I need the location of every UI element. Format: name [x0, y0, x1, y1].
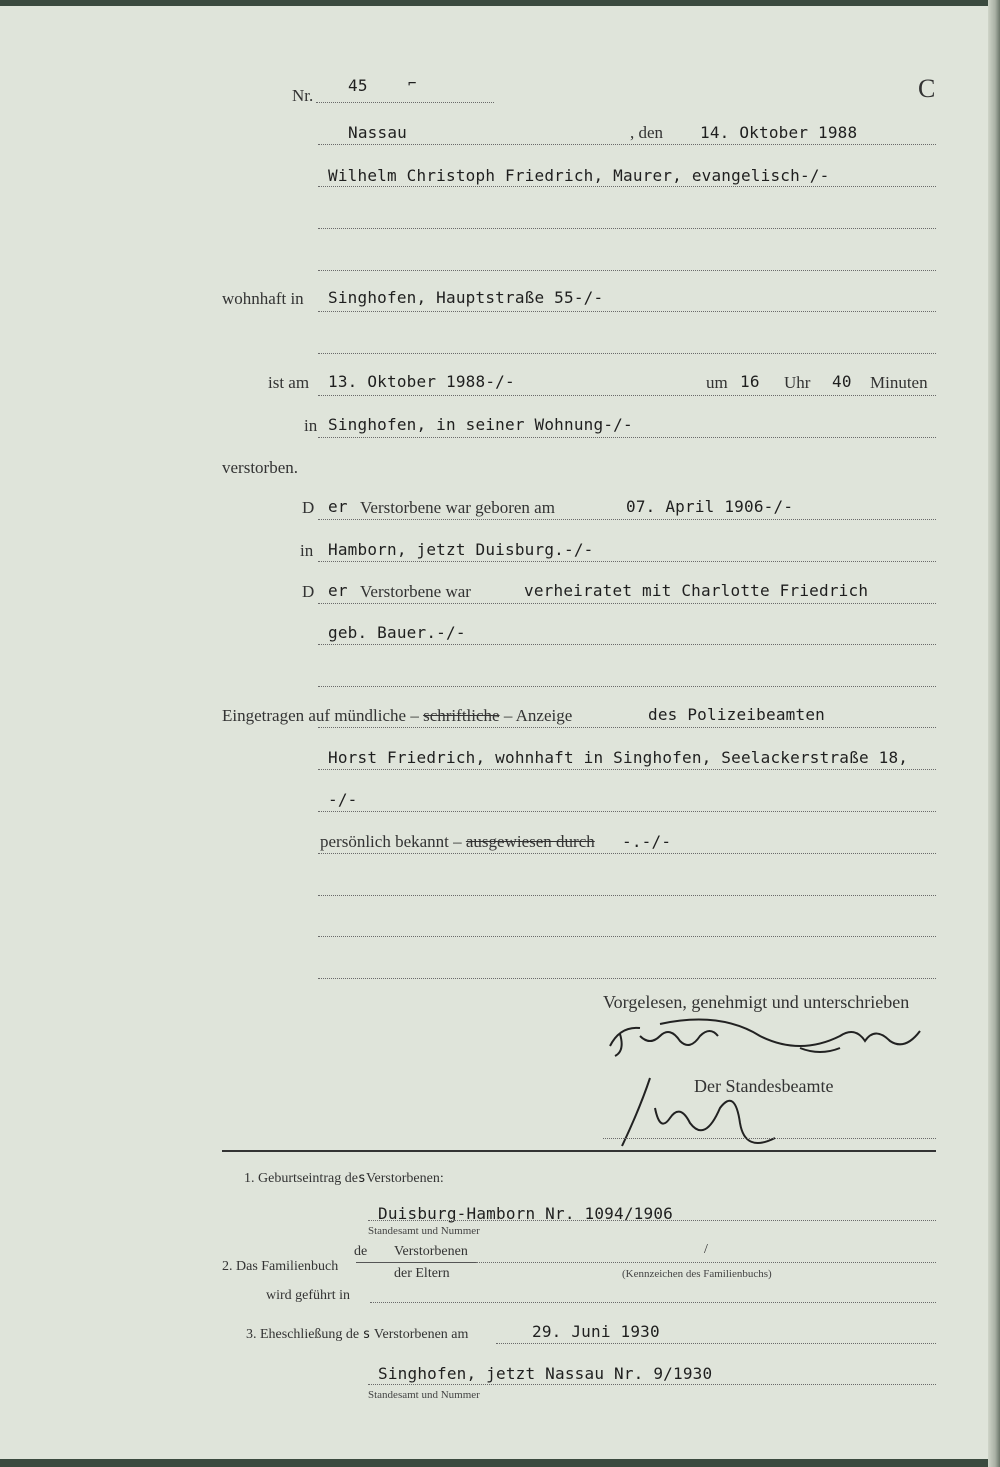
known-struck: ausgewiesen durch [465, 832, 595, 851]
minuten-label: Minuten [870, 373, 928, 392]
registrar-label: Der Standesbeamte [694, 1076, 834, 1096]
death-minutes: 40 [832, 372, 852, 391]
registration-struck: schriftliche [423, 706, 500, 725]
ist-am-label: ist am [268, 373, 310, 392]
marital-article: er [328, 581, 348, 600]
standesamt-caption-2: Standesamt und Nummer [368, 1389, 480, 1401]
death-in-label: in [304, 416, 318, 435]
item3-label [246, 1327, 468, 1343]
informant-signature [600, 1006, 940, 1066]
known-prefix: persönlich bekannt – [320, 832, 462, 851]
birth-date: 07. April 1906-/- [626, 497, 794, 516]
read-approved-label: Vorgelesen, genehmigt und unterschrieben [603, 992, 910, 1012]
marital-d-prefix: D [302, 582, 315, 601]
birth-d-prefix: D [302, 498, 315, 517]
den-label: , den [630, 123, 664, 142]
item1-prefix: 1. Geburtseintrag de [244, 1171, 358, 1186]
item3-suffix: Verstorbenen am [373, 1327, 469, 1342]
birth-place: Hamborn, jetzt Duisburg.-/- [328, 540, 594, 559]
page-edge [988, 0, 1000, 1467]
nr-value: 45 [348, 76, 368, 95]
item2-gefuehrt: wird geführt in [266, 1288, 350, 1303]
birth-in-label: in [300, 541, 314, 560]
place-value: Nassau [348, 123, 407, 142]
item2-label: 2. Das Familienbuch [222, 1259, 339, 1274]
death-date: 13. Oktober 1988-/- [328, 372, 515, 391]
verstorben-label: verstorben. [222, 458, 299, 477]
item1-suffix: Verstorbenen: [365, 1171, 444, 1186]
registration-prefix: Eingetragen auf mündliche – [222, 706, 419, 725]
known-label [320, 832, 595, 852]
known-suffix: -.-/- [622, 832, 672, 851]
item2-verstorbenen: Verstorbenen [394, 1244, 468, 1259]
item2-slash: / [704, 1242, 708, 1257]
item3-date: 29. Juni 1930 [532, 1322, 660, 1341]
marital-label: Verstorbene war [360, 582, 471, 601]
item3-prefix: 3. Eheschließung de [246, 1327, 360, 1342]
registration-label [222, 706, 572, 726]
marital-line1: verheiratet mit Charlotte Friedrich [524, 581, 869, 600]
item3-place: Singhofen, jetzt Nassau Nr. 9/1930 [378, 1364, 713, 1383]
item2-de: de [354, 1244, 368, 1259]
death-place: Singhofen, in seiner Wohnung-/- [328, 415, 633, 434]
geboren-label: Verstorbene war geboren am [360, 498, 555, 517]
item2-kennzeichen: (Kennzeichen des Familienbuchs) [622, 1268, 772, 1280]
item1-label [244, 1171, 444, 1187]
residence-label: wohnhaft in [222, 289, 304, 308]
person-name-line: Wilhelm Christoph Friedrich, Maurer, evangelisch-/- [328, 166, 830, 185]
registrar-signature [610, 1068, 780, 1158]
item2-eltern: der Eltern [394, 1266, 450, 1281]
item3-letter: s [362, 1327, 371, 1342]
registration-suffix: – Anzeige [503, 706, 573, 725]
informant-line1: des Polizeibeamten [648, 705, 825, 724]
informant-line2: Horst Friedrich, wohnhaft in Singhofen, Seelackerstraße 18, [328, 748, 909, 767]
death-hour: 16 [740, 372, 760, 391]
birth-article: er [328, 497, 348, 516]
nr-label: Nr. [292, 86, 314, 105]
certificate-page [0, 6, 988, 1459]
um-label: um [706, 373, 728, 392]
uhr-label: Uhr [784, 373, 811, 392]
date-value: 14. Oktober 1988 [700, 123, 858, 142]
item1-value: Duisburg-Hamborn Nr. 1094/1906 [378, 1204, 673, 1223]
informant-line3: -/- [328, 790, 358, 809]
residence-value: Singhofen, Hauptstraße 55-/- [328, 288, 604, 307]
standesamt-caption-1: Standesamt und Nummer [368, 1225, 480, 1237]
item1-letter: s [357, 1171, 366, 1186]
register-letter: C [918, 74, 936, 103]
marital-line2: geb. Bauer.-/- [328, 623, 466, 642]
nr-mark: ⌐ [408, 76, 417, 92]
